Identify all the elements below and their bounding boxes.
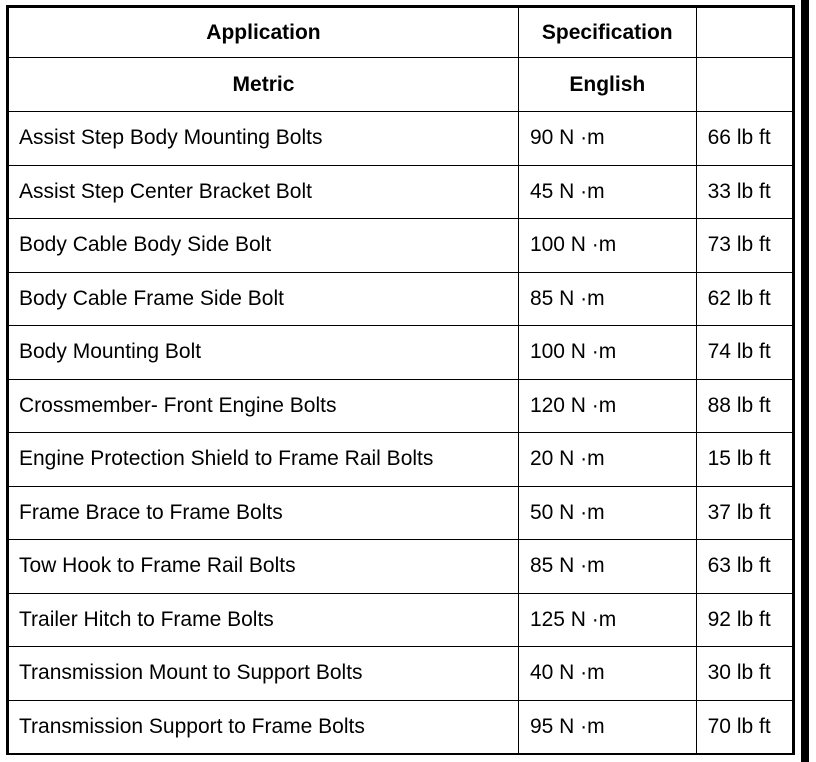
header-english: English: [518, 58, 696, 112]
header-row-2: [9, 58, 793, 112]
cell-english: 66 lb ft: [696, 112, 792, 166]
table-row: [9, 219, 793, 273]
cell-application: Assist Step Body Mounting Bolts: [9, 112, 519, 166]
header-metric: Metric: [9, 58, 519, 112]
header-application: Application: [9, 8, 519, 58]
page-edge-bar: [801, 0, 809, 762]
table-row: [9, 379, 793, 433]
header-row-1: [9, 8, 793, 58]
header-blank: [696, 8, 792, 58]
cell-application: Body Cable Frame Side Bolt: [9, 272, 519, 326]
cell-metric: 120 N ·m: [518, 379, 696, 433]
cell-application: Transmission Support to Frame Bolts: [9, 700, 519, 754]
cell-metric: 100 N ·m: [518, 219, 696, 273]
table-row: [9, 272, 793, 326]
cell-metric: 85 N ·m: [518, 272, 696, 326]
cell-metric: 40 N ·m: [518, 647, 696, 701]
cell-metric: 125 N ·m: [518, 593, 696, 647]
cell-metric: 45 N ·m: [518, 165, 696, 219]
cell-metric: 100 N ·m: [518, 326, 696, 380]
cell-english: 33 lb ft: [696, 165, 792, 219]
cell-application: Body Cable Body Side Bolt: [9, 219, 519, 273]
cell-application: Trailer Hitch to Frame Bolts: [9, 593, 519, 647]
cell-metric: 95 N ·m: [518, 700, 696, 754]
fastener-spec-table-frame: [6, 5, 795, 755]
cell-application: Tow Hook to Frame Rail Bolts: [9, 540, 519, 594]
cell-metric: 90 N ·m: [518, 112, 696, 166]
cell-application: Frame Brace to Frame Bolts: [9, 486, 519, 540]
table-row: [9, 593, 793, 647]
cell-english: 30 lb ft: [696, 647, 792, 701]
cell-english: 15 lb ft: [696, 433, 792, 487]
cell-english: 70 lb ft: [696, 700, 792, 754]
cell-english: 92 lb ft: [696, 593, 792, 647]
cell-english: 37 lb ft: [696, 486, 792, 540]
cell-application: Engine Protection Shield to Frame Rail Bolts: [9, 433, 519, 487]
table-row: [9, 433, 793, 487]
table-row: [9, 165, 793, 219]
table-row: [9, 700, 793, 754]
cell-application: Transmission Mount to Support Bolts: [9, 647, 519, 701]
table-row: [9, 326, 793, 380]
table-row: [9, 112, 793, 166]
table-row: [9, 486, 793, 540]
cell-application: Assist Step Center Bracket Bolt: [9, 165, 519, 219]
cell-english: 74 lb ft: [696, 326, 792, 380]
header-specification: Specification: [518, 8, 696, 58]
table-row: [9, 540, 793, 594]
cell-english: 62 lb ft: [696, 272, 792, 326]
cell-metric: 20 N ·m: [518, 433, 696, 487]
cell-application: Body Mounting Bolt: [9, 326, 519, 380]
header-blank-2: [696, 58, 792, 112]
cell-metric: 50 N ·m: [518, 486, 696, 540]
table-row: [9, 647, 793, 701]
fastener-spec-table: [8, 7, 793, 754]
cell-english: 73 lb ft: [696, 219, 792, 273]
cell-metric: 85 N ·m: [518, 540, 696, 594]
cell-application: Crossmember- Front Engine Bolts: [9, 379, 519, 433]
cell-english: 63 lb ft: [696, 540, 792, 594]
cell-english: 88 lb ft: [696, 379, 792, 433]
